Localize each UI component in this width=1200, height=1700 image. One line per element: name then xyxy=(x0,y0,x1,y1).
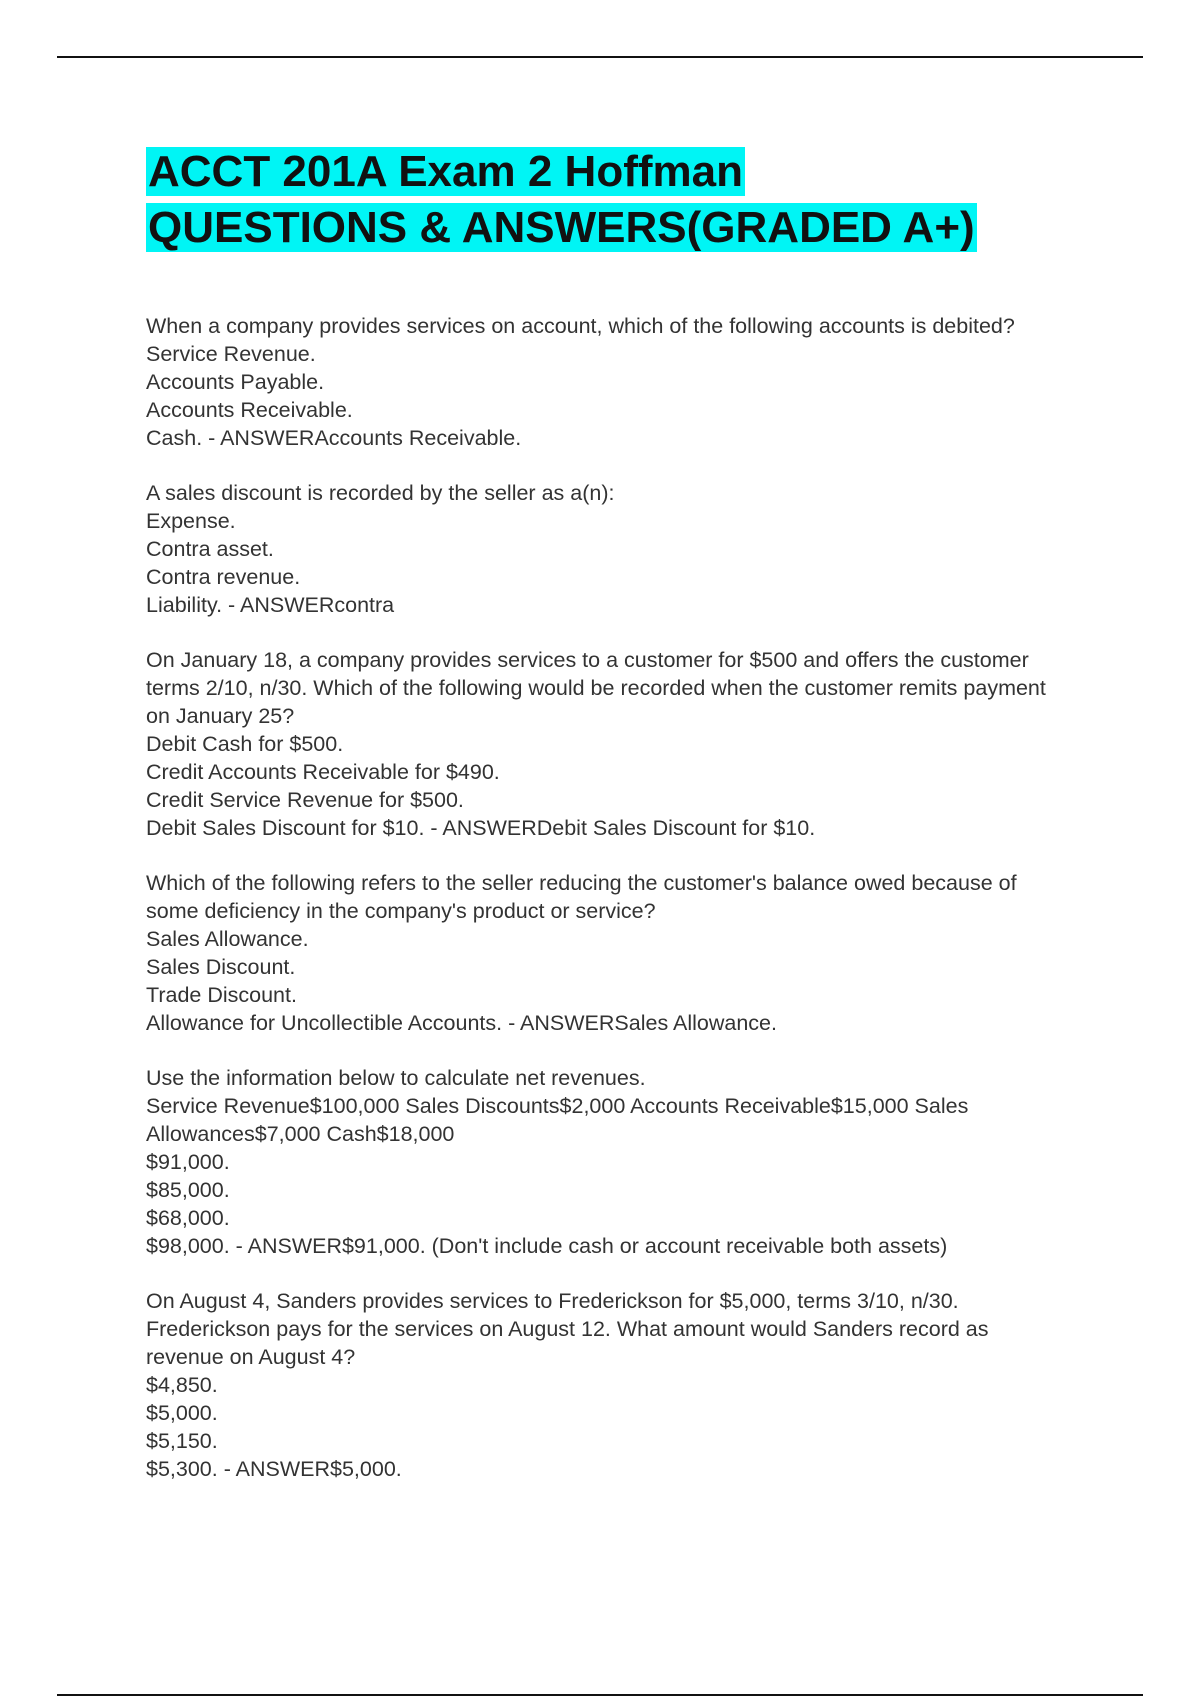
answer-option-with-answer: $98,000. - ANSWER$91,000. (Don't include cash or account receivable both assets) xyxy=(146,1234,948,1258)
question-block-5 xyxy=(146,1064,1066,1260)
answer-option-with-answer: Allowance for Uncollectible Accounts. - ANSWERSales Allowance. xyxy=(146,1011,777,1035)
question-block-1 xyxy=(146,312,1066,452)
answer-option: Sales Allowance. xyxy=(146,927,309,951)
question-block-2 xyxy=(146,479,1066,619)
answer-option: Accounts Payable. xyxy=(146,370,325,394)
question-text: On January 18, a company provides services to a customer for $500 and offers the customer terms 2/10, n/30. Which of the following would be recorded when the customer remits payment on January 25? xyxy=(146,648,1046,728)
answer-option: Credit Service Revenue for $500. xyxy=(146,788,464,812)
top-rule xyxy=(57,56,1143,58)
answer-option: Credit Accounts Receivable for $490. xyxy=(146,760,500,784)
answer-option: Accounts Receivable. xyxy=(146,398,353,422)
question-text: Which of the following refers to the seller reducing the customer's balance owed because of some deficiency in the company's product or service? xyxy=(146,871,1017,923)
question-block-3 xyxy=(146,646,1066,842)
answer-option: Contra revenue. xyxy=(146,565,301,589)
answer-option: Contra asset. xyxy=(146,537,274,561)
answer-option-with-answer: Liability. - ANSWERcontra xyxy=(146,593,395,617)
answer-option: Service Revenue. xyxy=(146,342,316,366)
answer-option: Debit Cash for $500. xyxy=(146,732,344,756)
answer-option: $4,850. xyxy=(146,1373,218,1397)
answer-option: $85,000. xyxy=(146,1178,230,1202)
title-line-1: ACCT 201A Exam 2 Hoffman xyxy=(148,147,743,196)
answer-option: $5,150. xyxy=(146,1429,218,1453)
title-line-2: QUESTIONS & ANSWERS(GRADED A+) xyxy=(148,203,975,252)
question-info: Service Revenue$100,000 Sales Discounts$2,000 Accounts Receivable$15,000 Sales Allowances$7,000 Cash$18,000 xyxy=(146,1094,969,1146)
answer-option-with-answer: Debit Sales Discount for $10. - ANSWERDebit Sales Discount for $10. xyxy=(146,816,816,840)
qa-content xyxy=(146,312,1066,1510)
question-text: On August 4, Sanders provides services to Frederickson for $5,000, terms 3/10, n/30. Frederickson pays for the services on August 12. What amount would Sanders record as revenue on August 4? xyxy=(146,1289,989,1369)
answer-option-with-answer: Cash. - ANSWERAccounts Receivable. xyxy=(146,426,522,450)
answer-option: $91,000. xyxy=(146,1150,230,1174)
question-text: A sales discount is recorded by the seller as a(n): xyxy=(146,481,615,505)
bottom-rule xyxy=(57,1694,1143,1696)
answer-option: Expense. xyxy=(146,509,236,533)
question-block-6 xyxy=(146,1287,1066,1483)
answer-option: $68,000. xyxy=(146,1206,230,1230)
answer-option-with-answer: $5,300. - ANSWER$5,000. xyxy=(146,1457,402,1481)
answer-option: Sales Discount. xyxy=(146,955,296,979)
answer-option: $5,000. xyxy=(146,1401,218,1425)
document-title xyxy=(146,144,1146,256)
question-text: When a company provides services on account, which of the following accounts is debited? xyxy=(146,314,1015,338)
question-text: Use the information below to calculate net revenues. xyxy=(146,1066,646,1090)
question-block-4 xyxy=(146,869,1066,1037)
answer-option: Trade Discount. xyxy=(146,983,297,1007)
